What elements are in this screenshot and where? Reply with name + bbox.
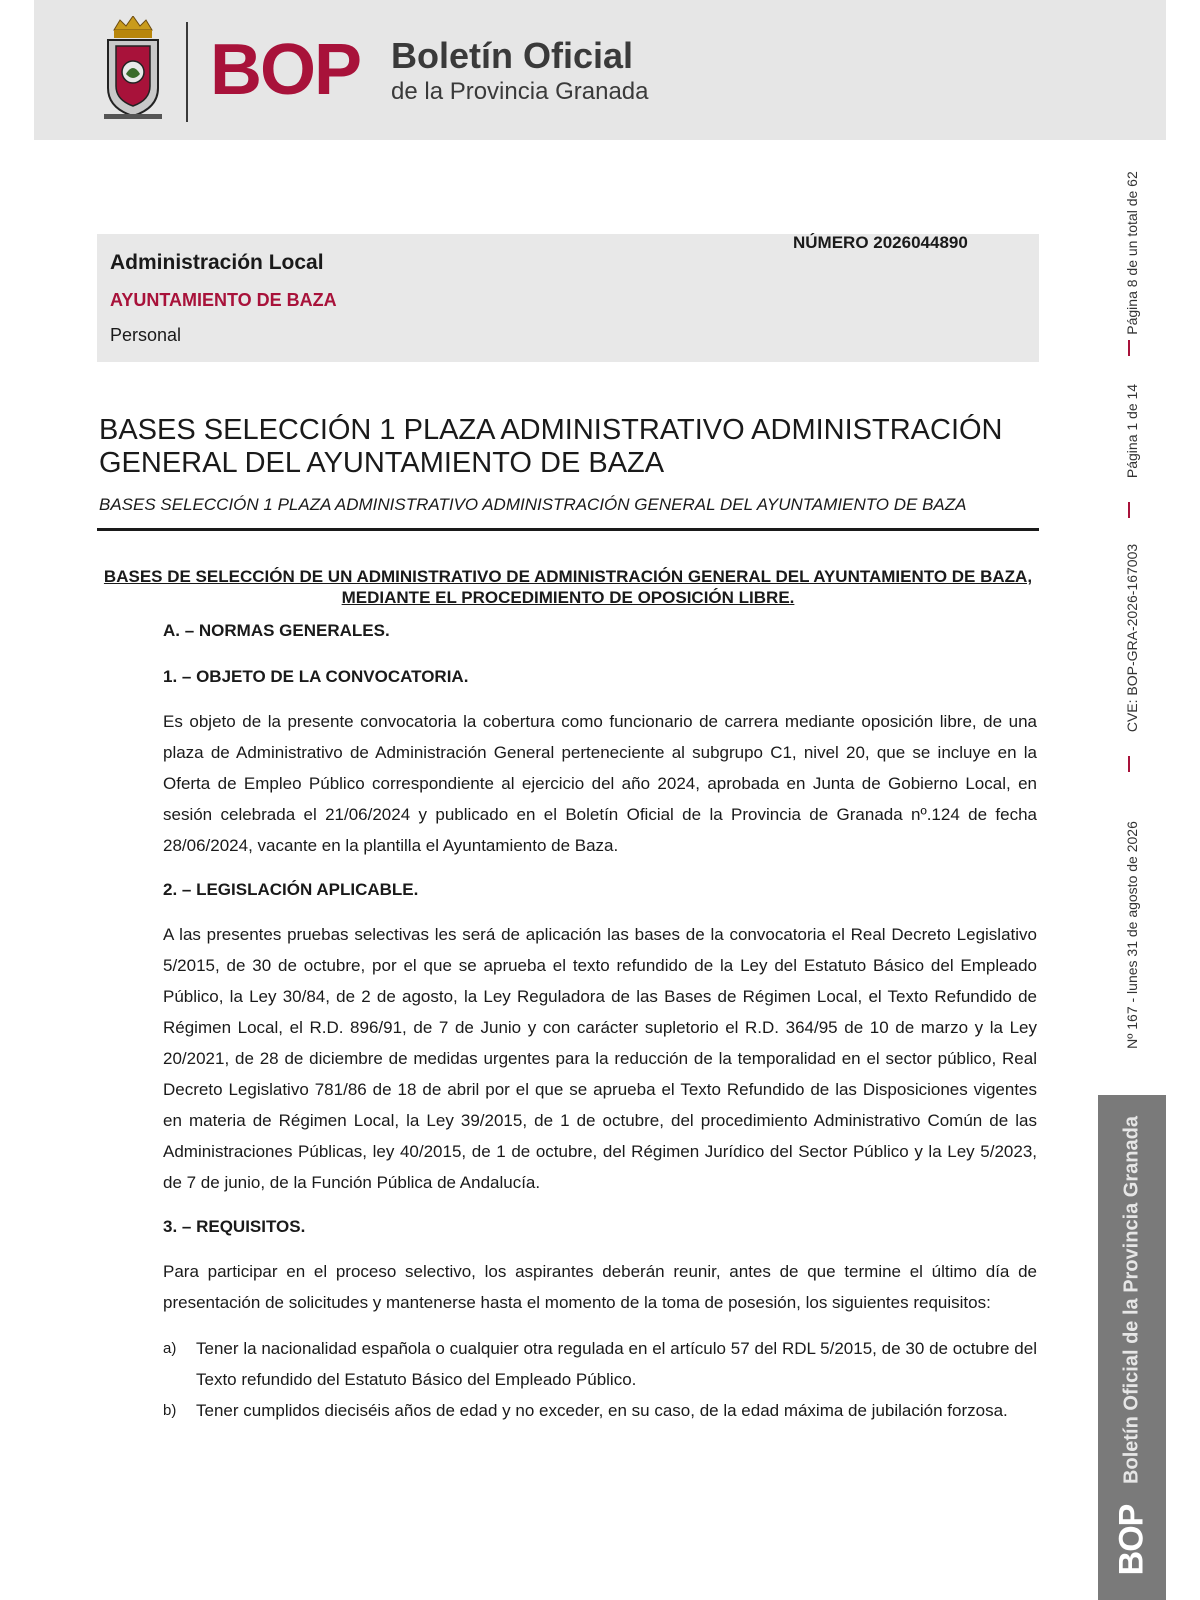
bulletin-subtitle: de la Provincia Granada [391,78,649,105]
admin-title: Administración Local [110,251,324,274]
section-heading: A. – NORMAS GENERALES. [163,621,390,640]
bop-logo: BOP [210,30,361,110]
coat-of-arms-logo [102,16,164,122]
sidebar-band-logo: BOP [1112,1504,1151,1576]
sidebar-cve: CVE: BOP-GRA-2026-167003 [1124,543,1140,733]
sidebar-band-title: Boletín Oficial de la Provincia Granada [1120,1116,1143,1484]
section-heading: 1. – OBJETO DE LA CONVOCATORIA. [163,667,469,686]
sidebar-issue: Nº 167 - lunes 31 de agosto de 2026 [1124,821,1140,1049]
title-rule [97,528,1039,531]
announcement-number: NÚMERO 2026044890 [793,233,968,252]
admin-section: Personal [110,325,182,345]
paragraph: A las presentes pruebas selectivas les será de aplicación las bases de la convocatoria el Real Decreto Legislativo 5/2015, de 30 de octubre, por el que se aprueba el texto refundido de la Ley del Estatuto Básico del Empleado Público, la Ley 30/84, de 2 de agosto, la Ley Reguladora de las Bases de Régimen Local, el Texto Refundido de Régimen Local, el R.D. 896/91, de 7 de Junio y con carácter supletorio el R.D. 364/95 de 10 de marzo y la Ley 20/2021, de 28 de diciembre de medidas urgentes para la reducción de la temporalidad en el sector público, Real Decreto Legislativo 781/86 de 18 de abril por el que se aprueba el Texto Refundido de las Disposiciones vigentes en materia de Régimen Local, la Ley 39/2015, de 1 de octubre, del procedimiento Administrativo Común de las Administraciones Públicas, ley 40/2015, de 1 de octubre, del Régimen Jurídico del Sector Público y la Ley 5/2023, de 7 de junio, de la Función Pública de Andalucía. [163,925,1037,1192]
document-subtitle: BASES SELECCIÓN 1 PLAZA ADMINISTRATIVO ADMINISTRACIÓN GENERAL DEL AYUNTAMIENTO DE BAZA [99,495,967,514]
list-item [163,1333,1037,1395]
list-marker: a) [163,1340,177,1357]
document-title: BASES SELECCIÓN 1 PLAZA ADMINISTRATIVO ADMINISTRACIÓN GENERAL DEL AYUNTAMIENTO DE BAZA [99,414,1003,479]
section-heading: 3. – REQUISITOS. [163,1217,306,1236]
list-item-text: Tener la nacionalidad española o cualquier otra regulada en el artículo 57 del RDL 5/2015, de 30 de octubre del Texto refundido del Estatuto Básico del Empleado Público. [196,1339,1037,1389]
sidebar-divider [1128,502,1130,518]
paragraph: Para participar en el proceso selectivo, los aspirantes deberán reunir, antes de que termine el último día de presentación de solicitudes y mantenerse hasta el momento de la toma de posesión, los siguientes requisitos: [163,1262,1037,1312]
header-divider [186,22,188,122]
sidebar-page-of-doc: Página 1 de 14 [1124,383,1140,479]
sidebar-page-of-total: Página 8 de un total de 62 [1124,171,1140,335]
admin-entity: AYUNTAMIENTO DE BAZA [110,290,337,310]
main-heading: BASES DE SELECCIÓN DE UN ADMINISTRATIVO DE ADMINISTRACIÓN GENERAL DEL AYUNTAMIENTO DE BAZA, MEDIANTE EL PROCEDIMIENTO DE OPOSICIÓN LIBRE. [103,567,1033,607]
sidebar-divider [1128,340,1130,356]
list-item [163,1395,1037,1426]
bulletin-title: Boletín Oficial [391,35,634,76]
list-item-text: Tener cumplidos dieciséis años de edad y no exceder, en su caso, de la edad máxima de jubilación forzosa. [196,1401,1008,1420]
sidebar-divider [1128,756,1130,772]
list-marker: b) [163,1402,177,1419]
paragraph: Es objeto de la presente convocatoria la cobertura como funcionario de carrera mediante oposición libre, de una plaza de Administrativo de Administración General perteneciente al subgrupo C1, nivel 20, que se incluye en la Oferta de Empleo Público correspondiente al ejercicio del año 2024, aprobada en Junta de Gobierno Local, en sesión celebrada el 21/06/2024 y publicado en el Boletín Oficial de la Provincia de Granada nº.124 de fecha 28/06/2024, vacante en la plantilla el Ayuntamiento de Baza. [163,712,1037,855]
section-heading: 2. – LEGISLACIÓN APLICABLE. [163,880,419,899]
